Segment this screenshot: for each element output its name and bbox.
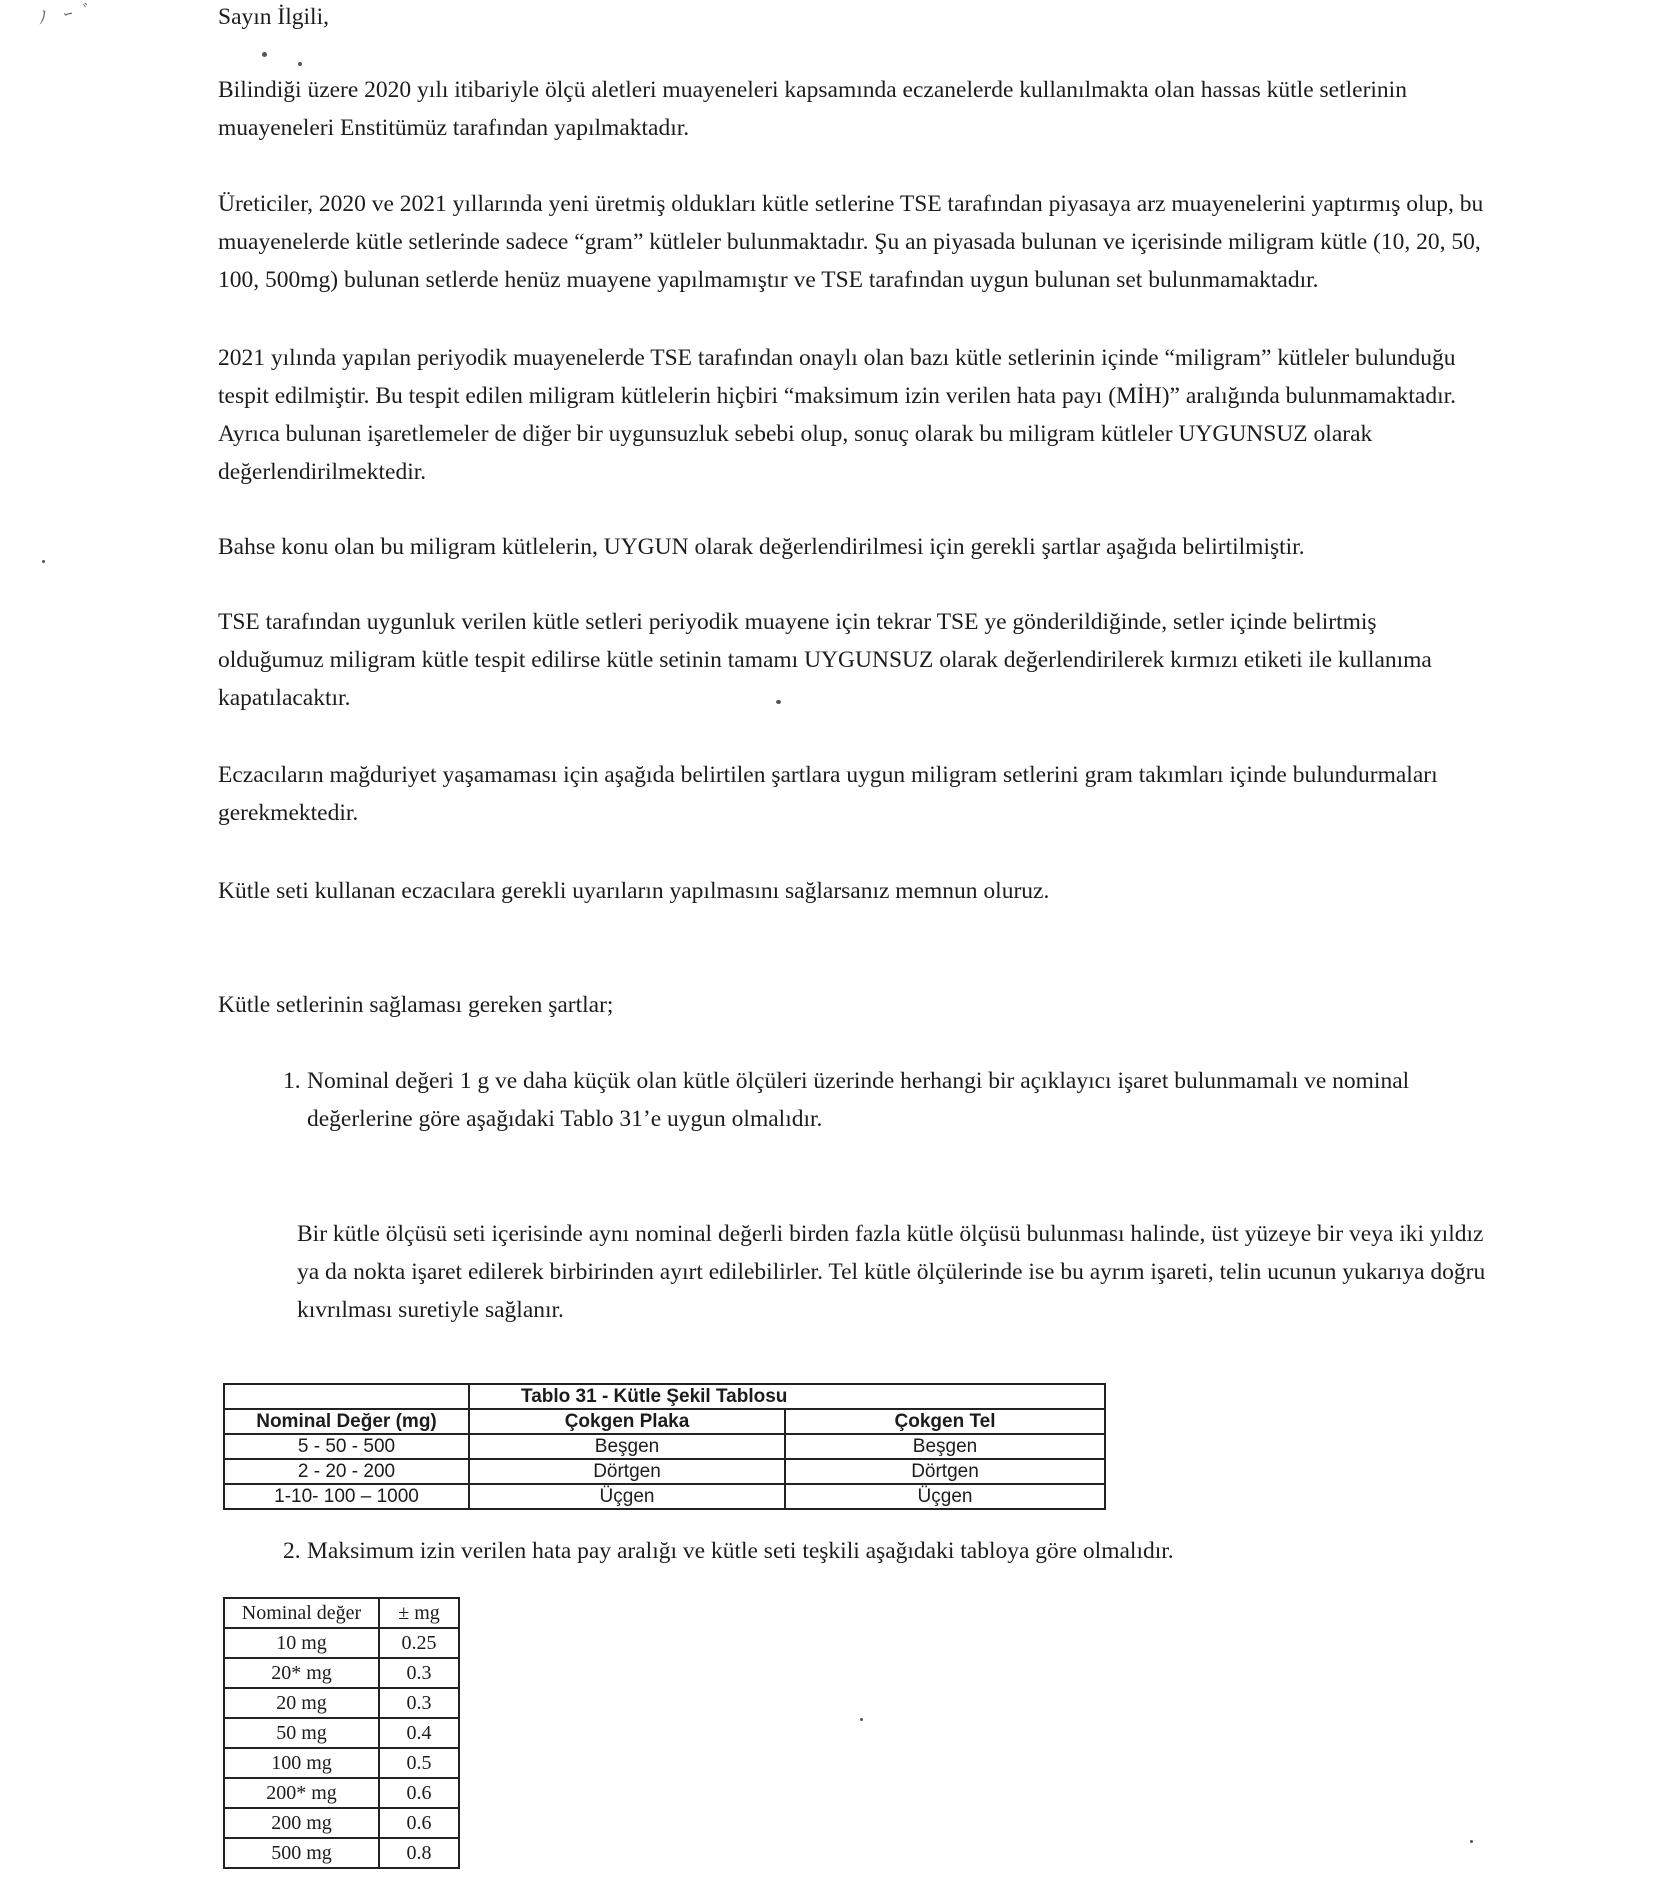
table-row xyxy=(224,1658,459,1688)
table-cell: 20 mg xyxy=(224,1688,379,1718)
handwritten-mark: ﾉ ｰ ﾞ xyxy=(37,0,100,29)
paragraph-line: tespit edilmiştir. Bu tespit edilen miligram kütlelerin hiçbiri “maksimum izin verilen hata payı (MİH)” aralığında bulunmamaktadır. xyxy=(218,383,1457,409)
paragraph-6 xyxy=(218,756,1588,832)
table-caption: Tablo 31 - Kütle Şekil Tablosu xyxy=(469,1384,1105,1409)
table-cell: Üçgen xyxy=(785,1484,1105,1509)
table-cell: 50 mg xyxy=(224,1718,379,1748)
table-cell: 100 mg xyxy=(224,1748,379,1778)
table-row xyxy=(224,1778,459,1808)
paragraph-line: Ayrıca bulunan işaretlemeler de diğer bir uygunsuzluk sebebi olup, sonuç olarak bu miligram kütleler UYGUNSUZ olarak xyxy=(218,421,1373,447)
paragraph-line: kapatılacaktır. xyxy=(218,685,351,711)
paragraph-line: olduğumuz miligram kütle tespit edilirse kütle setinin tamamı UYGUNSUZ olarak değerlendirilerek kırmızı etiketi ile kullanıma xyxy=(218,647,1432,673)
table-row xyxy=(224,1808,459,1838)
table-cell: 0.3 xyxy=(379,1658,459,1688)
paragraph-line: muayeneleri Enstitümüz tarafından yapılmaktadır. xyxy=(218,115,690,141)
paragraph-3 xyxy=(218,339,1588,491)
paragraph-7 xyxy=(218,872,1588,910)
paragraph-line: Üreticiler, 2020 ve 2021 yıllarında yeni üretmiş oldukları kütle setlerine TSE tarafından piyasaya arz muayenelerini yaptırmış olup, bu xyxy=(218,191,1484,217)
item-text: Maksimum izin verilen hata pay aralığı ve kütle seti teşkili aşağıdaki tabloya göre olmalıdır. xyxy=(307,1538,1174,1564)
table-cell: Üçgen xyxy=(469,1484,785,1509)
table-cell: Dörtgen xyxy=(785,1459,1105,1484)
table-cell: 1-10- 100 – 1000 xyxy=(224,1484,469,1509)
scan-speck xyxy=(42,560,45,563)
column-header: Çokgen Tel xyxy=(785,1409,1105,1434)
salutation xyxy=(218,0,1588,36)
table-cell: Dörtgen xyxy=(469,1459,785,1484)
item-text: Nominal değeri 1 g ve daha küçük olan kütle ölçüleri üzerinde herhangi bir açıklayıcı işaret bulunmamalı ve nominal xyxy=(307,1068,1410,1094)
paragraph-line: 100, 500mg) bulunan setlerde henüz muayene yapılmamıştır ve TSE tarafından uygun bulunan set bulunmamaktadır. xyxy=(218,267,1319,293)
scan-speck xyxy=(298,62,302,66)
salutation-text: Sayın İlgili, xyxy=(218,4,329,30)
table-cell: 20* mg xyxy=(224,1658,379,1688)
item-number: 1. xyxy=(283,1068,301,1094)
scan-speck xyxy=(860,1718,863,1721)
table-row xyxy=(224,1748,459,1778)
scan-speck xyxy=(262,52,267,57)
paragraph-4 xyxy=(218,528,1588,566)
paragraph-line: Bahse konu olan bu miligram kütlelerin, UYGUN olarak değerlendirilmesi için gerekli şartlar aşağıda belirtilmiştir. xyxy=(218,534,1305,560)
table-row xyxy=(224,1838,459,1868)
paragraph-line: muayenelerde kütle setlerinde sadece “gram” kütleler bulunmaktadır. Şu an piyasada bulunan ve içerisinde miligram kütle (10, 20, 50, xyxy=(218,229,1481,255)
table-row xyxy=(224,1434,1105,1459)
note-line: Bir kütle ölçüsü seti içerisinde aynı nominal değerli birden fazla kütle ölçüsü bulunması halinde, üst yüzeye bir veya iki yıldız xyxy=(297,1221,1484,1247)
table-cell: 0.3 xyxy=(379,1688,459,1718)
requirement-item-1 xyxy=(283,1062,1653,1138)
table-header-row xyxy=(224,1409,1105,1434)
table-cell: 500 mg xyxy=(224,1838,379,1868)
table-row xyxy=(224,1688,459,1718)
table-cell: 5 - 50 - 500 xyxy=(224,1434,469,1459)
table-cell: Beşgen xyxy=(469,1434,785,1459)
item-text: değerlerine göre aşağıdaki Tablo 31’e uygun olmalıdır. xyxy=(307,1106,823,1132)
table-cell: 0.6 xyxy=(379,1778,459,1808)
table-cell: 2 - 20 - 200 xyxy=(224,1459,469,1484)
requirements-heading-text: Kütle setlerinin sağlaması gereken şartlar; xyxy=(218,992,614,1018)
paragraph-line: Kütle seti kullanan eczacılara gerekli uyarıların yapılmasını sağlarsanız memnun oluruz. xyxy=(218,878,1050,904)
table-row xyxy=(224,1628,459,1658)
shape-table xyxy=(223,1383,1106,1510)
note-line: kıvrılması suretiyle sağlanır. xyxy=(297,1297,564,1323)
table-cell: 0.5 xyxy=(379,1748,459,1778)
marking-note xyxy=(297,1215,1665,1329)
note-line: ya da nokta işaret edilerek birbirinden ayırt edilebilirler. Tel kütle ölçülerinde ise bu ayrım işareti, telin ucunun yukarıya doğru xyxy=(297,1259,1486,1285)
paragraph-line: Eczacıların mağduriyet yaşamaması için aşağıda belirtilen şartlara uygun miligram setlerini gram takımları içinde bulundurmaları xyxy=(218,762,1438,788)
column-header: Çokgen Plaka xyxy=(469,1409,785,1434)
table-row xyxy=(224,1718,459,1748)
paragraph-2 xyxy=(218,185,1588,299)
table-cell: 0.6 xyxy=(379,1808,459,1838)
column-header: Nominal değer xyxy=(224,1598,379,1628)
tolerance-table xyxy=(223,1597,460,1869)
table-row xyxy=(224,1459,1105,1484)
table-cell: 200* mg xyxy=(224,1778,379,1808)
table-cell: 0.25 xyxy=(379,1628,459,1658)
table-cell: 0.8 xyxy=(379,1838,459,1868)
paragraph-line: 2021 yılında yapılan periyodik muayenelerde TSE tarafından onaylı olan bazı kütle setlerinin içinde “miligram” kütleler bulunduğu xyxy=(218,345,1456,371)
column-header: Nominal Değer (mg) xyxy=(224,1409,469,1434)
paragraph-line: TSE tarafından uygunluk verilen kütle setleri periyodik muayene için tekrar TSE ye gönderildiğinde, setler içinde belirtmiş xyxy=(218,609,1377,635)
paragraph-line: gerekmektedir. xyxy=(218,800,359,826)
item-number: 2. xyxy=(283,1538,301,1564)
table-cell: 200 mg xyxy=(224,1808,379,1838)
paragraph-line: Bilindiği üzere 2020 yılı itibariyle ölçü aletleri muayeneleri kapsamında eczanelerde kullanılmakta olan hassas kütle setlerinin xyxy=(218,77,1407,103)
table-cell: 0.4 xyxy=(379,1718,459,1748)
table-cell: Beşgen xyxy=(785,1434,1105,1459)
paragraph-line: değerlendirilmektedir. xyxy=(218,459,427,485)
scan-speck xyxy=(1470,1840,1473,1843)
column-header: ± mg xyxy=(379,1598,459,1628)
table-header-row xyxy=(224,1598,459,1628)
paragraph-1 xyxy=(218,71,1588,147)
paragraph-5 xyxy=(218,603,1588,717)
requirements-heading xyxy=(218,986,1588,1024)
requirement-item-2 xyxy=(283,1532,1653,1570)
table-cell: 10 mg xyxy=(224,1628,379,1658)
table-row xyxy=(224,1484,1105,1509)
